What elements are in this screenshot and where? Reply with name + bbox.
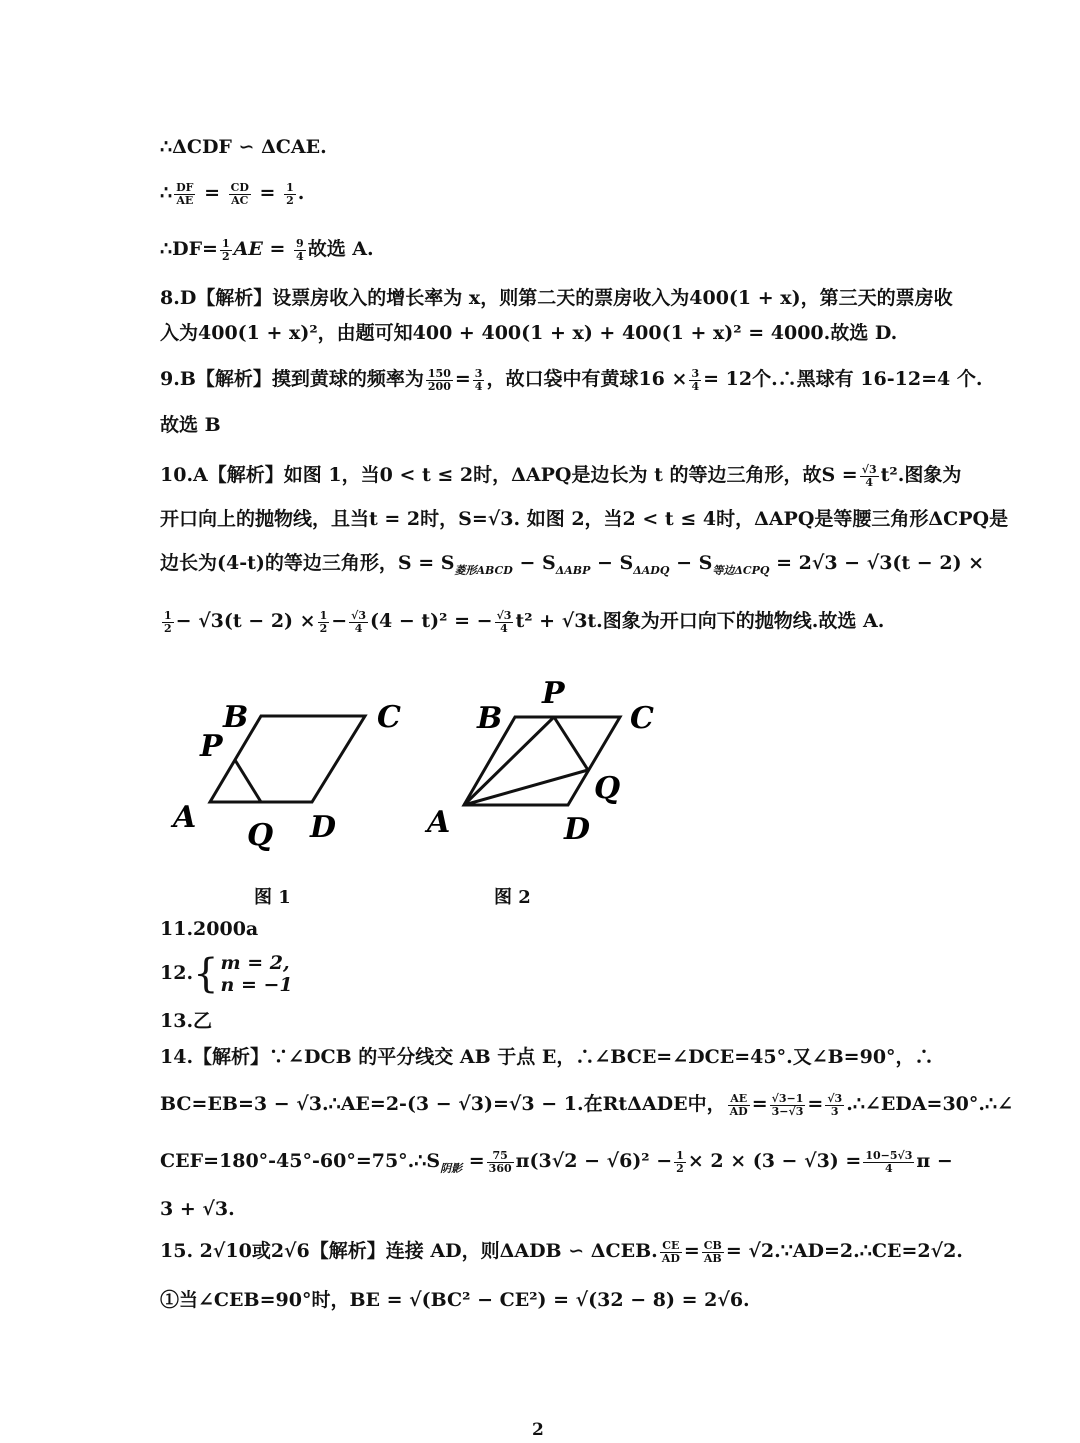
- fraction: $\frac{1}{2}$: [221, 236, 230, 263]
- figure-1: [165, 690, 425, 860]
- line-df-result: [160, 236, 930, 263]
- q14-line-4: 3 + √3.: [160, 1198, 235, 1220]
- label-d: D: [310, 810, 337, 845]
- q13-line: 13.乙: [160, 1010, 213, 1032]
- label-q: Q: [594, 771, 621, 806]
- q9-line-2: 故选 B: [160, 414, 221, 436]
- brace: {: [193, 951, 219, 997]
- label-a: A: [173, 800, 197, 835]
- text: AE =: [233, 238, 286, 260]
- fraction: $\frac{75}{360}$: [488, 1148, 512, 1175]
- label-p: P: [200, 729, 223, 764]
- label-c: C: [630, 701, 654, 736]
- line-ratio: [160, 180, 930, 207]
- equation-system: m = 2, n = −1: [220, 952, 293, 996]
- fraction: $\frac{√3}{4}$: [861, 462, 877, 489]
- q11-line: 11.2000a: [160, 918, 259, 940]
- line-similar-triangles: [160, 134, 930, 160]
- equals: =: [259, 182, 276, 204]
- q15-line-2: ①当∠CEB=90°时，BE = √(BC² − CE²) = √(32 − 8) = 2√6.: [160, 1289, 750, 1311]
- segment-pq: [554, 717, 588, 770]
- figure-1-caption: 图 1: [254, 887, 291, 908]
- q10-line-3: 边长为(4-t)的等边三角形，$S = S_{菱形ABCD} - S_{\Delta ABP} - S_{\Delta ADQ} - S_{等边\Delta CPQ} = 2√3 - √3(t - 2)$ ×: [160, 552, 985, 577]
- fraction: $\frac{150}{200}$: [427, 366, 451, 393]
- fraction: $\frac{AE}{AD}$: [729, 1091, 748, 1118]
- fraction: $\frac{10-5√3}{4}$: [865, 1148, 913, 1175]
- fraction: $\frac{√3}{3}$: [827, 1091, 843, 1118]
- fraction: $\frac{CD}{AC}$: [230, 180, 249, 207]
- fraction: $\frac{1}{2}$: [319, 608, 328, 635]
- fraction: $\frac{1}{2}$: [164, 608, 172, 635]
- label-p: P: [542, 676, 565, 711]
- q14-line-3: $CEF=180^\circ-45^\circ-60^\circ=75^\circ.\therefore S_{阴影}$ = $\frac{75}{360}$ π(3√2 − √6)² − $\frac{1}{2}$ × 2 × (3 − √3) = $\frac{10-5√3}{4}$ π −: [160, 1148, 953, 1175]
- page-number: 2: [532, 1420, 544, 1440]
- label-b: B: [223, 700, 249, 735]
- figure-2: [422, 675, 672, 855]
- fraction: $\frac{CB}{AB}$: [703, 1238, 722, 1265]
- q10-line-1: 10.A【解析】如图 1，当0 < t ≤ 2时，ΔAPQ是边长为 t 的等边三角形，故S = $\frac{√3}{4}$ t².图象为: [160, 462, 962, 489]
- q15-line-1: 15. 2√10或2√6【解析】连接 AD，则ΔADB ∽ ΔCEB. $\frac{CE}{AD}$ = $\frac{CB}{AB}$ = √2.∵AD=2.∴CE=2√2.: [160, 1238, 963, 1265]
- label-q: Q: [247, 818, 274, 853]
- q8-line-1: 8.D【解析】设票房收入的增长率为 x，则第二天的票房收入为400(1 + x)，第三天的票房收: [160, 287, 953, 309]
- figure-2-caption: 图 2: [494, 887, 531, 908]
- q10-line-2: 开口向上的抛物线，且当t = 2时，S=√3. 如图 2，当2 < t ≤ 4时，ΔAPQ是等腰三角形ΔCPQ是: [160, 508, 1009, 530]
- label-a: A: [427, 805, 451, 840]
- therefore-symbol: ∴: [160, 182, 173, 204]
- q12-line: 12.{ m = 2, n = −1: [160, 951, 293, 997]
- q14-line-1: 14.【解析】∵∠DCB 的平分线交 AB 于点 E，∴∠BCE=∠DCE=45°.又∠B=90°，∴: [160, 1046, 934, 1068]
- fraction: $\frac{3}{4}$: [691, 366, 700, 393]
- q10-line-4: $\frac{1}{2}$ − √3(t − 2) × $\frac{1}{2}$ − $\frac{√3}{4}$ (4 − t)² = − $\frac{√3}{4}$ t² + √3t.图象为开口向下的抛物线.故选 A.: [164, 608, 885, 635]
- fraction: $\frac{DF}{AE}$: [176, 180, 194, 207]
- equals: =: [204, 182, 220, 204]
- q8-line-2: 入为400(1 + x)²，由题可知400 + 400(1 + x) + 400(1 + x)² = 4000.故选 D.: [160, 322, 898, 344]
- period: .: [297, 182, 305, 204]
- fraction: $\frac{1}{2}$: [286, 180, 294, 207]
- label-c: C: [377, 700, 401, 735]
- fraction: $\frac{CE}{AD}$: [661, 1238, 680, 1265]
- q14-line-2: BC=EB=3 − √3.∴AE=2-(3 − √3)=√3 − 1.在RtΔADE中， $\frac{AE}{AD}$ = $\frac{√3-1}{3-√3}$ = $\frac{√3}{3}$ .∴∠EDA=30°.∴∠: [160, 1091, 1014, 1118]
- label-b: B: [477, 701, 503, 736]
- text: ∴DF=: [160, 238, 218, 260]
- text: 故选 A.: [307, 238, 374, 260]
- fraction: $\frac{1}{2}$: [676, 1148, 684, 1175]
- q9-line-1: 9.B【解析】摸到黄球的频率为 $\frac{150}{200}$ = $\frac{3}{4}$ ，故口袋中有黄球16 × $\frac{3}{4}$ = 12个.∴黑球有 16-12=4 个.: [160, 366, 983, 393]
- fraction: $\frac{√3-1}{3-√3}$: [771, 1091, 804, 1118]
- fraction: $\frac{3}{4}$: [474, 366, 483, 393]
- label-d: D: [564, 812, 591, 847]
- fraction: $\frac{√3}{4}$: [351, 608, 367, 635]
- segment-pq: [235, 760, 261, 802]
- fraction: $\frac{9}{4}$: [296, 236, 304, 263]
- fraction: $\frac{√3}{4}$: [496, 608, 512, 635]
- text: ∴ΔCDF ∽ ΔCAE.: [160, 136, 327, 158]
